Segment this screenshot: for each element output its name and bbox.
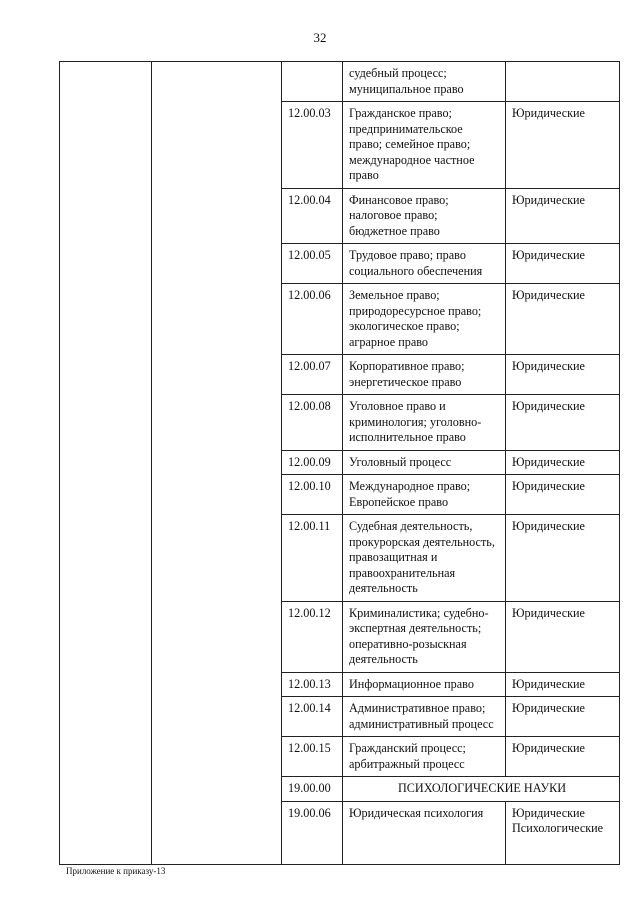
- specialty-code: 12.00.10: [282, 475, 343, 515]
- science-field: Юридические: [506, 697, 620, 737]
- specialty-name: Международное право; Европейское право: [343, 475, 506, 515]
- specialty-code: 12.00.14: [282, 697, 343, 737]
- science-field: Юридические: [506, 355, 620, 395]
- specialty-name: Гражданский процесс; арбитражный процесс: [343, 737, 506, 777]
- specialty-code: 12.00.12: [282, 601, 343, 672]
- science-field: Юридические: [506, 244, 620, 284]
- science-field: Юридические: [506, 395, 620, 451]
- specialty-name: Гражданское право; предпринимательское право; семейное право; международное частное право: [343, 102, 506, 189]
- specialty-name: Трудовое право; право социального обеспечения: [343, 244, 506, 284]
- specialty-name: Информационное право: [343, 672, 506, 697]
- science-field: Юридические: [506, 672, 620, 697]
- specialty-code: 12.00.15: [282, 737, 343, 777]
- science-field: Юридические: [506, 737, 620, 777]
- specialty-name: Финансовое право; налоговое право; бюджетное право: [343, 188, 506, 244]
- page-number: 32: [313, 30, 327, 45]
- specialty-code: 12.00.11: [282, 515, 343, 602]
- specialty-code: 12.00.06: [282, 284, 343, 355]
- specialty-name: Уголовный процесс: [343, 450, 506, 475]
- science-field: Юридические: [506, 515, 620, 602]
- specialty-name: Судебная деятельность, прокурорская деятельность, правозащитная и правоохранительная деятельность: [343, 515, 506, 602]
- science-field: Юридические: [506, 284, 620, 355]
- science-field: [506, 62, 620, 102]
- specialties-table: [59, 61, 620, 865]
- section-code: 19.00.00: [282, 777, 343, 802]
- specialty-name: Юридическая психология: [343, 801, 506, 864]
- specialty-name: Административное право; административный процесс: [343, 697, 506, 737]
- specialty-name: Корпоративное право; энергетическое право: [343, 355, 506, 395]
- specialty-code: [282, 62, 343, 102]
- specialty-code: 12.00.07: [282, 355, 343, 395]
- science-field: Юридические: [506, 475, 620, 515]
- footer-note: Приложение к приказу-13: [66, 866, 166, 876]
- specialty-code: 12.00.08: [282, 395, 343, 451]
- science-field: Юридические: [506, 601, 620, 672]
- science-field: Юридические Психологические: [506, 801, 620, 864]
- science-field: Юридические: [506, 102, 620, 189]
- science-field: Юридические: [506, 450, 620, 475]
- empty-column-2: [152, 62, 282, 865]
- specialty-name: Уголовное право и криминология; уголовно- исполнительное право: [343, 395, 506, 451]
- science-field: Юридические: [506, 188, 620, 244]
- specialty-code: 19.00.06: [282, 801, 343, 864]
- specialty-code: 12.00.13: [282, 672, 343, 697]
- specialty-name: Криминалистика; судебно- экспертная деятельность; оперативно-розыскная деятельность: [343, 601, 506, 672]
- specialty-code: 12.00.09: [282, 450, 343, 475]
- specialty-code: 12.00.03: [282, 102, 343, 189]
- specialty-code: 12.00.05: [282, 244, 343, 284]
- table-row: [60, 62, 620, 102]
- section-title: ПСИХОЛОГИЧЕСКИЕ НАУКИ: [343, 777, 620, 802]
- specialty-name: судебный процесс; муниципальное право: [343, 62, 506, 102]
- specialty-name: Земельное право; природоресурсное право; экологическое право; аграрное право: [343, 284, 506, 355]
- specialty-code: 12.00.04: [282, 188, 343, 244]
- empty-column-1: [60, 62, 152, 865]
